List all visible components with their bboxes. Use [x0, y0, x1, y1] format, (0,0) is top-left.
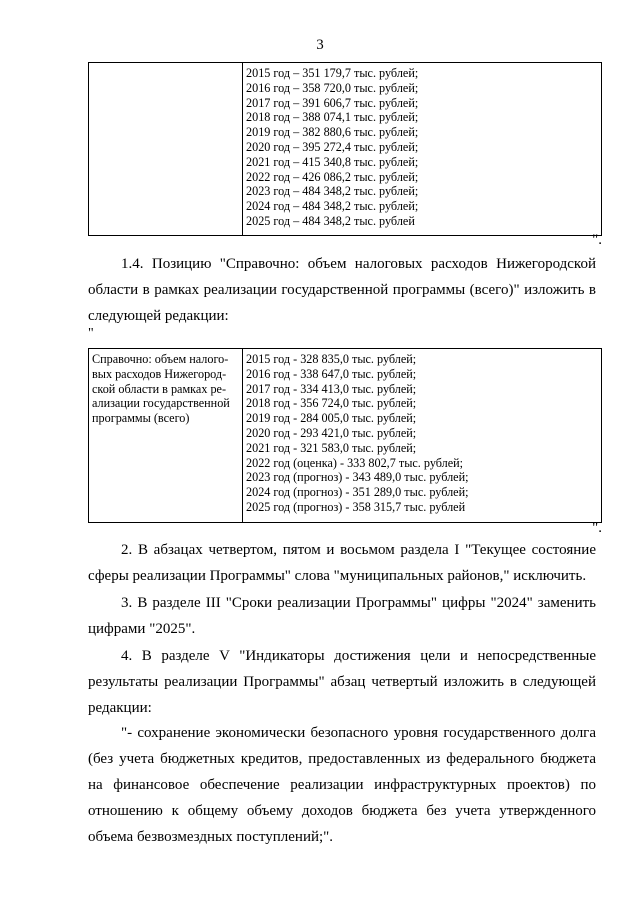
paragraph-quote: "- сохранение экономически безопасного уровня государственного долга (без учета бюджетных кредитов, предоставленных из федерального бюджета на финансовое обеспечение реализации инфраструктурных проектов) по отношению к общему объему доходов бюджета без учета утвержденного объема безвозмездных поступлений;".: [88, 725, 596, 845]
table2-line: 2019 год - 284 005,0 тыс. рублей;: [246, 411, 417, 426]
table2-left-cell: [89, 349, 243, 523]
table1-line: 2023 год – 484 348,2 тыс. рублей;: [246, 184, 419, 199]
table2-line: 2017 год - 334 413,0 тыс. рублей;: [246, 381, 417, 396]
table2-opening-quote: ": [88, 326, 94, 341]
paragraph-2: 2. В абзацах четвертом, пятом и восьмом раздела I "Текущее состояние сферы реализации Программы" слова "муниципальных районов," исключить.: [88, 542, 596, 584]
table1-line: 2015 год – 351 179,7 тыс. рублей;: [246, 66, 419, 80]
table1-closing-quote: ".: [592, 232, 602, 248]
table2-line: 2021 год - 321 583,0 тыс. рублей;: [246, 440, 417, 455]
tax-expenditure-table: [88, 348, 602, 523]
table2-left-line: Справочно: объем налого-: [92, 352, 229, 366]
table2-left-line: программы (всего): [92, 411, 190, 426]
paragraph-1-4: 1.4. Позицию "Справочно: объем налоговых расходов Нижегородской области в рамках реализации государственной программы (всего)" изложить в следующей редакции:: [88, 256, 596, 324]
table1-right-cell: [243, 63, 602, 236]
table2-line: 2015 год - 328 835,0 тыс. рублей;: [246, 352, 417, 366]
table1-line: 2022 год – 426 086,2 тыс. рублей;: [246, 169, 419, 184]
table1-line: 2025 год – 484 348,2 тыс. рублей: [246, 213, 415, 228]
table2-left-line: вых расходов Нижегород-: [92, 366, 227, 381]
table2-line: 2016 год - 338 647,0 тыс. рублей;: [246, 366, 417, 381]
table2-line: 2023 год (прогноз) - 343 489,0 тыс. рублей;: [246, 470, 469, 485]
table1-line: 2021 год – 415 340,8 тыс. рублей;: [246, 154, 419, 169]
table2-line: 2025 год (прогноз) - 358 315,7 тыс. рублей: [246, 499, 466, 514]
table2-left-line: ализации государственной: [92, 396, 230, 411]
page-number: 3: [316, 37, 324, 53]
table2-closing-quote: ".: [592, 520, 602, 536]
table1-line: 2016 год – 358 720,0 тыс. рублей;: [246, 80, 419, 95]
table1-line: 2017 год – 391 606,7 тыс. рублей;: [246, 95, 419, 110]
table1-line: 2024 год – 484 348,2 тыс. рублей;: [246, 199, 419, 214]
table2-line: 2020 год - 293 421,0 тыс. рублей;: [246, 425, 417, 440]
table2-right-cell: [243, 349, 602, 523]
table2-line: 2024 год (прогноз) - 351 289,0 тыс. рублей;: [246, 485, 469, 500]
paragraph-4: 4. В разделе V "Индикаторы достижения цели и непосредственные результаты реализации Программы" абзац четвертый изложить в следующей редакции:: [88, 648, 596, 716]
table2-line: 2022 год (оценка) - 333 802,7 тыс. рублей;: [246, 455, 464, 470]
table1-line: 2019 год – 382 880,6 тыс. рублей;: [246, 125, 419, 140]
table1-left-cell: [89, 63, 243, 236]
funding-table-continuation: [88, 62, 602, 236]
table2-left-line: ской области в рамках ре-: [92, 381, 227, 396]
table1-line: 2018 год – 388 074,1 тыс. рублей;: [246, 110, 419, 125]
table1-line: 2020 год – 395 272,4 тыс. рублей;: [246, 139, 419, 154]
paragraph-3: 3. В разделе III "Сроки реализации Программы" цифры "2024" заменить цифрами "2025".: [88, 595, 596, 637]
table2-line: 2018 год - 356 724,0 тыс. рублей;: [246, 396, 417, 411]
